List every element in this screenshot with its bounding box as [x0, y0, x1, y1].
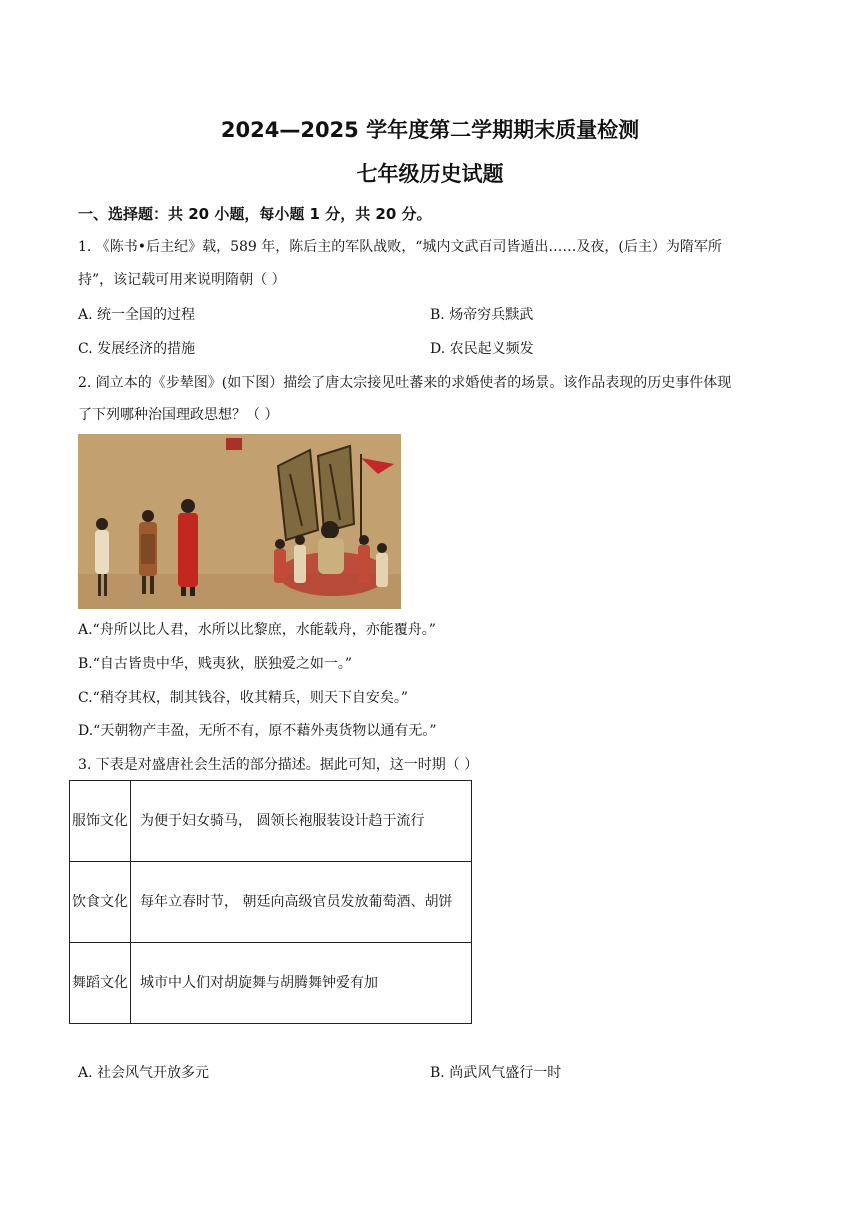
row-label-food: 饮食文化: [70, 862, 131, 943]
exam-title: 2024—2025 学年度第二学期期末质量检测: [220, 118, 640, 142]
q1-option-c: C. 发展经济的措施: [78, 341, 196, 357]
q2-stem-line1: 2. 阎立本的《步辇图》(如下图）描绘了唐太宗接见吐蕃来的求婚使者的场景。该作品表现的历史事件体现: [78, 375, 732, 391]
q1-option-b: B. 炀帝穷兵黩武: [430, 307, 534, 323]
exam-subtitle: 七年级历史试题: [356, 162, 504, 186]
row-text-dance: 城市中人们对胡旋舞与胡腾舞钟爱有加: [131, 943, 472, 1024]
q1-option-a: A. 统一全国的过程: [78, 307, 196, 323]
q2-option-a: A.“舟所以比人君，水所以比黎庶，水能载舟，亦能覆舟。”: [78, 622, 436, 638]
q3-option-a: A. 社会风气开放多元: [78, 1065, 210, 1081]
row-label-clothing: 服饰文化: [70, 781, 131, 862]
q1-option-d: D. 农民起义频发: [430, 341, 534, 357]
q1-stem-line2: 持”，该记载可用来说明隋朝（ ）: [78, 272, 286, 288]
row-label-dance: 舞蹈文化: [70, 943, 131, 1024]
q1-stem-line1: 1. 《陈书•后主纪》载，589 年，陈后主的军队战败，“城内文武百司皆遁出……及夜，(后主）为隋军所: [78, 239, 722, 255]
section-heading: 一、选择题：共 20 小题，每小题 1 分，共 20 分。: [78, 205, 432, 223]
official-red-figure: [178, 499, 198, 596]
q2-option-d: D.“天朝物产丰盈，无所不有，原不藉外夷货物以通有无。”: [78, 723, 437, 739]
row-text-food: 每年立春时节， 朝廷向高级官员发放葡萄酒、胡饼: [131, 862, 472, 943]
table-row: [70, 862, 472, 943]
table-row: [70, 781, 472, 862]
bunian-painting-image: [78, 434, 401, 609]
q2-stem-line2: 了下列哪种治国理政思想？（ ）: [78, 407, 279, 423]
q2-option-b: B.“自古皆贵中华，贱夷狄，朕独爱之如一。”: [78, 656, 353, 672]
q3-option-b: B. 尚武风气盛行一时: [430, 1065, 562, 1081]
q2-option-c: C.“稍夺其权，制其钱谷，收其精兵，则天下自安矣。”: [78, 690, 408, 706]
q3-description-table: [69, 780, 472, 1024]
q3-stem: 3. 下表是对盛唐社会生活的部分描述。据此可知，这一时期（ ）: [78, 757, 479, 773]
row-text-clothing: 为便于妇女骑马， 圆领长袍服装设计趋于流行: [131, 781, 472, 862]
table-row: [70, 943, 472, 1024]
